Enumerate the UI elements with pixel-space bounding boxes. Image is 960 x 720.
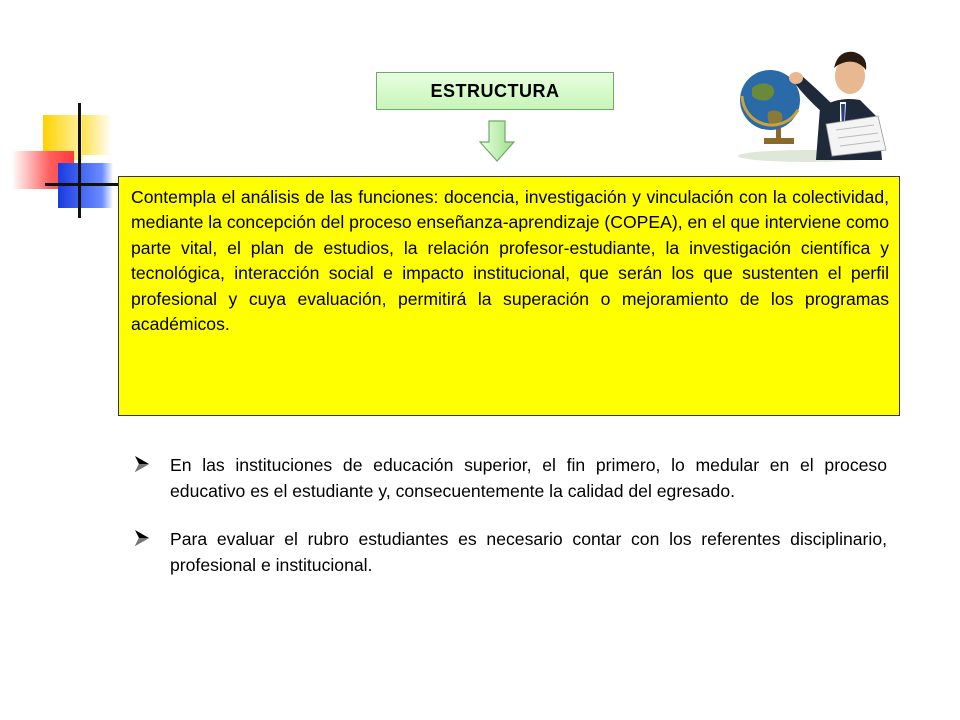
down-arrow-icon bbox=[479, 120, 515, 162]
bullet-text: Para evaluar el rubro estudiantes es necesario contar con los referentes disciplinario, profesional e institucional. bbox=[170, 529, 887, 575]
description-box bbox=[118, 176, 900, 416]
list-item bbox=[132, 526, 887, 578]
arrow-bullet-icon bbox=[132, 528, 152, 548]
bullet-text: En las instituciones de educación superior, el fin primero, lo medular en el proceso educativo es el estudiante y, consecuentemente la calidad del egresado. bbox=[170, 455, 887, 501]
description-text: Contempla el análisis de las funciones: docencia, investigación y vinculación con la colectividad, mediante la concepción del proceso enseñanza-aprendizaje (COPEA), en el que interviene como parte vital, el plan de estudios, la relación profesor-estudiante, la investigación científica y tecnológica, interacción social e impacto institucional, que serán los que sustenten el perfil profesional y cuya evaluación, permitirá la superación o mejoramiento de los programas académicos. bbox=[131, 187, 889, 335]
list-item bbox=[132, 452, 887, 504]
yellow-square-light bbox=[82, 115, 112, 155]
horizontal-line bbox=[45, 183, 120, 186]
page-title: ESTRUCTURA bbox=[430, 80, 560, 101]
arrow-bullet-icon bbox=[132, 454, 152, 474]
vertical-line bbox=[78, 103, 81, 218]
bullet-list bbox=[132, 452, 887, 600]
man-with-globe-illustration bbox=[728, 38, 890, 163]
title-box bbox=[376, 72, 614, 110]
